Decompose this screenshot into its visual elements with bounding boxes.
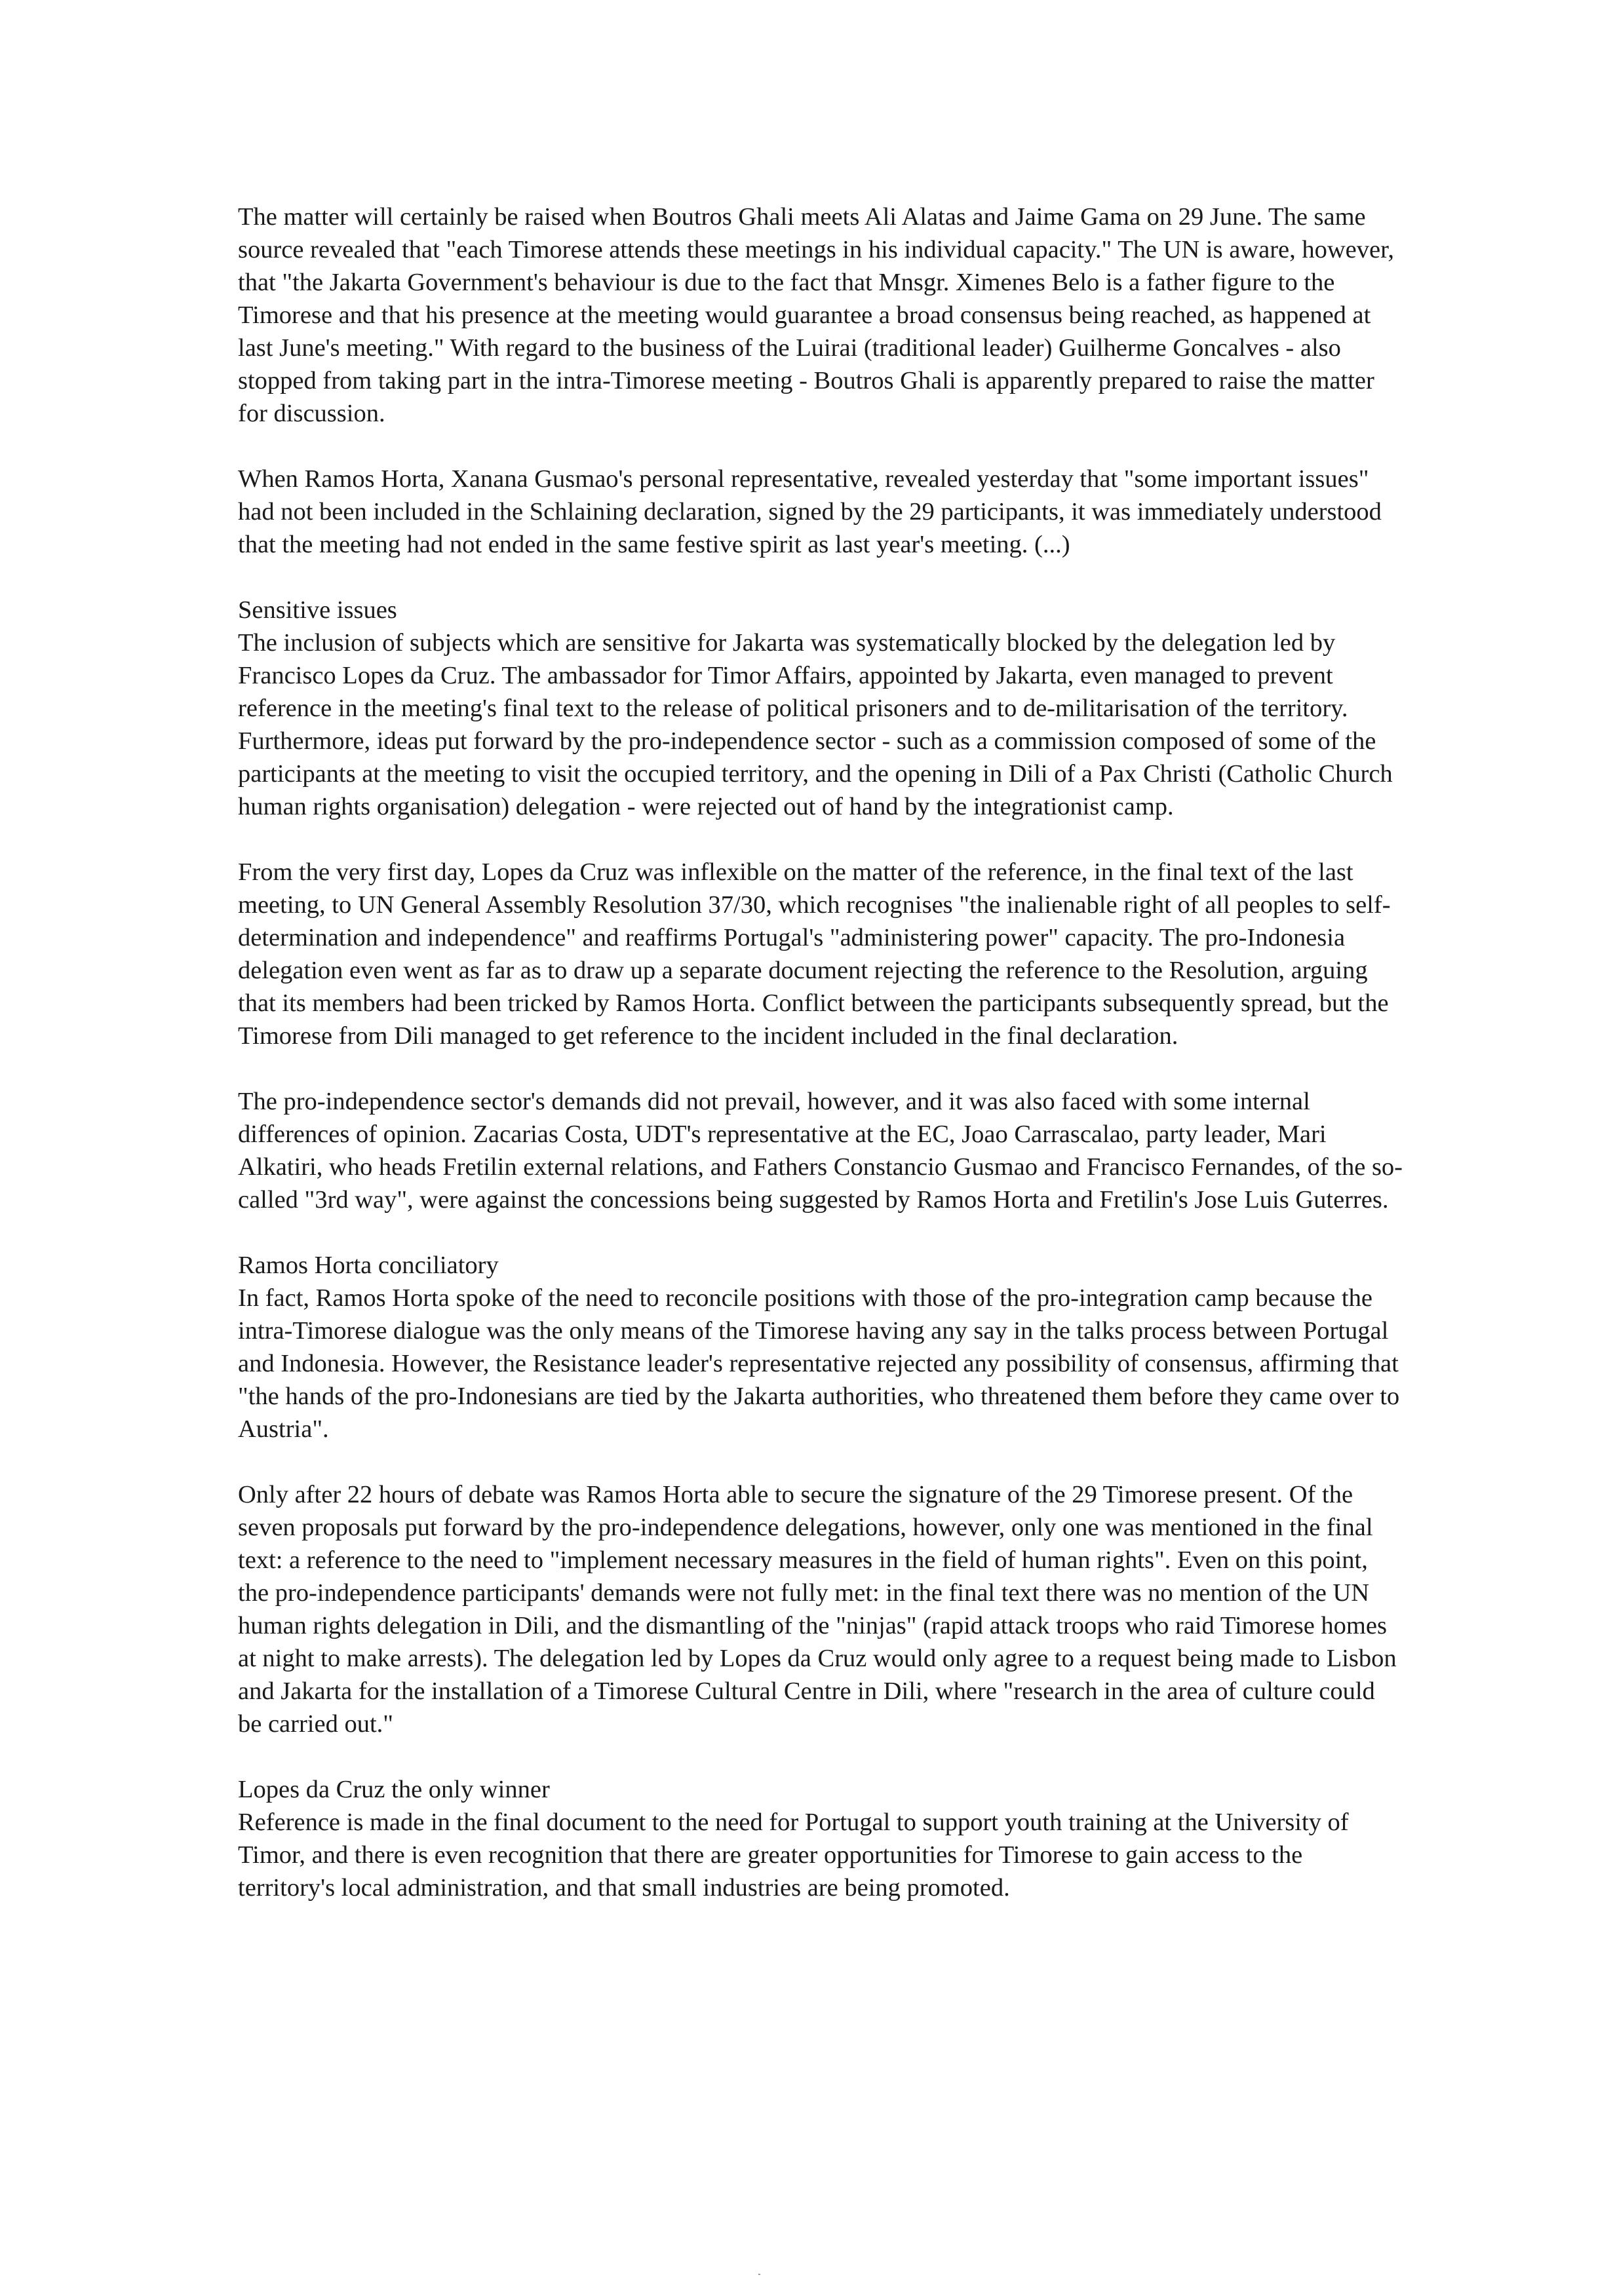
section-heading: Ramos Horta conciliatory	[238, 1252, 499, 1279]
paragraph: Only after 22 hours of debate was Ramos Horta able to secure the signature of the 29 Timorese present. Of the seven proposals put forward by the pro-independence delegations, however, only one was mentioned in the final text: a reference to the need to "implement necessary measures in the field of human rights". Even on this point, the pro-independence participants' demands were not fully met: in the final text there was no mention of the UN human rights delegation in Dili, and the dismantling of the "ninjas" (rapid attack troops who raid Timorese homes at night to make arrests). The delegation led by Lopes da Cruz would only agree to a request being made to Lisbon and Jakarta for the installation of a Timorese Cultural Centre in Dili, where "research in the area of culture could be carried out."	[238, 1481, 1397, 1738]
section-heading: Lopes da Cruz the only winner	[238, 1776, 550, 1803]
paragraph: In fact, Ramos Horta spoke of the need to reconcile positions with those of the pro-integration camp because the intra-Timorese dialogue was the only means of the Timorese having any say in the talks process between Portugal and Indonesia. However, the Resistance leader's representative rejected any possibility of consensus, affirming that "the hands of the pro-Indonesians are tied by the Jakarta authorities, who threatened them before they came over to Austria".	[238, 1284, 1400, 1443]
section-sensitive-issues	[238, 594, 1405, 1216]
section-heading: Sensitive issues	[238, 596, 397, 624]
section-ramos-horta-conciliatory	[238, 1249, 1405, 1740]
paragraph: From the very first day, Lopes da Cruz was inflexible on the matter of the reference, in the final text of the last meeting, to UN General Assembly Resolution 37/30, which recognises "the inalienable right of all peoples to self-determination and independence" and reaffirms Portugal's "administering power" capacity. The pro-Indonesia delegation even went as far as to draw up a separate document rejecting the reference to the Resolution, arguing that its members had been tricked by Ramos Horta. Conflict between the participants subsequently spread, but the Timorese from Dili managed to get reference to the incident included in the final declaration.	[238, 858, 1391, 1050]
scan-speck	[758, 2274, 760, 2275]
document-body	[238, 201, 1405, 1937]
paragraph: Reference is made in the final document to the need for Portugal to support youth training at the University of Timor, and there is even recognition that there are greater opportunities for Timorese to gain access to the territory's local administration, and that small industries are being promoted.	[238, 1808, 1349, 1902]
paragraph: The inclusion of subjects which are sensitive for Jakarta was systematically blocked by the delegation led by Francisco Lopes da Cruz. The ambassador for Timor Affairs, appointed by Jakarta, even managed to prevent reference in the meeting's final text to the release of political prisoners and to de-militarisation of the territory. Furthermore, ideas put forward by the pro-independence sector - such as a commission composed of some of the participants at the meeting to visit the occupied territory, and the opening in Dili of a Pax Christi (Catholic Church human rights organisation) delegation - were rejected out of hand by the integrationist camp.	[238, 629, 1393, 820]
paragraph: The pro-independence sector's demands did not prevail, however, and it was also faced with some internal differences of opinion. Zacarias Costa, UDT's representative at the EC, Joao Carrascalao, party leader, Mari Alkatiri, who heads Fretilin external relations, and Fathers Constancio Gusmao and Francisco Fernandes, of the so-called "3rd way", were against the concessions being suggested by Ramos Horta and Fretilin's Jose Luis Guterres.	[238, 1088, 1403, 1214]
paragraph-intro: The matter will certainly be raised when Boutros Ghali meets Ali Alatas and Jaime Gama on 29 June. The same source revealed that "each Timorese attends these meetings in his individual capacity." The UN is aware, however, that "the Jakarta Government's behaviour is due to the fact that Mnsgr. Ximenes Belo is a father figure to the Timorese and that his presence at the meeting would guarantee a broad consensus being reached, as happened at last June's meeting." With regard to the business of the Luirai (traditional leader) Guilherme Goncalves - also stopped from taking part in the intra-Timorese meeting - Boutros Ghali is apparently prepared to raise the matter for discussion.	[238, 203, 1394, 427]
section-lopes-da-cruz-winner	[238, 1773, 1405, 1904]
paragraph-ramos-horta-revealed: When Ramos Horta, Xanana Gusmao's personal representative, revealed yesterday that "some important issues" had not been included in the Schlaining declaration, signed by the 29 participants, it was immediately understood that the meeting had not ended in the same festive spirit as last year's meeting. (...)	[238, 465, 1382, 558]
